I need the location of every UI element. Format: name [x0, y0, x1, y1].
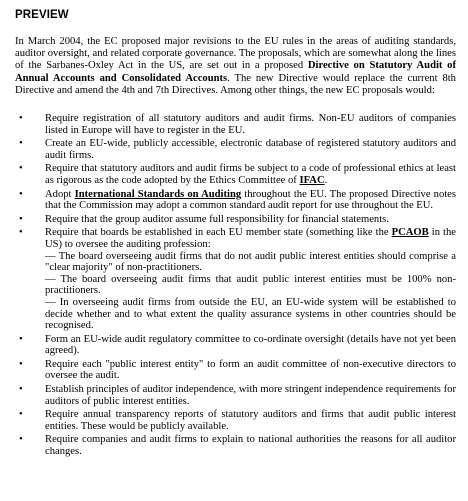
bullet-icon: • — [19, 434, 23, 446]
bullet-icon: • — [19, 384, 23, 396]
list-item-text: Require that the group auditor assume full responsibility for financial statements. — [45, 213, 389, 225]
list-item-text-end: in the US) to oversee the auditing profession: — [45, 227, 456, 250]
bullet-icon: • — [19, 163, 23, 175]
list-item-regulatory-committee — [15, 334, 456, 357]
bullet-icon: • — [19, 333, 23, 345]
list-item-text: Establish principles of auditor independence, with more stringent independence requirements for auditors of public interest entities. — [45, 384, 456, 407]
list-item-text: Require that statutory auditors and audit firms be subject to a code of professional ethics at least as rigorous as the code adopted by the Ethics Committee of — [45, 163, 456, 186]
list-item-ethics — [15, 163, 456, 186]
list-item-boards — [15, 227, 456, 331]
bullet-icon: • — [19, 213, 23, 225]
bullet-icon: • — [19, 113, 23, 125]
list-item-text: Form an EU-wide audit regulatory committee to co-ordinate oversight (details have not yet been agreed). — [45, 333, 456, 357]
bullet-icon: • — [19, 138, 23, 150]
bullet-icon: • — [19, 188, 23, 200]
pcaob-link[interactable]: PCAOB — [391, 227, 429, 239]
list-item-auditor-changes — [15, 434, 456, 457]
list-item-text: Require companies and audit firms to explain to national authorities the reasons for all auditor changes. — [45, 434, 456, 458]
bullet-icon: • — [19, 227, 23, 239]
bullet-icon: • — [19, 409, 23, 421]
list-item-database — [15, 138, 456, 161]
directive-title: Directive on Statutory Audit of Annual Accounts and Consolidated Accounts — [15, 60, 456, 84]
list-item-text: Require annual transparency reports of statutory auditors and firms that audit public interest entities. These would be publicly available. — [45, 409, 456, 432]
ifac-link[interactable]: IFAC — [299, 174, 325, 186]
sub-point-non-practitioners: — The board overseeing audit firms that audit public interest entities must be 100% non-practitioners. — [45, 273, 456, 297]
list-item-text: Require each "public interest entity" to form an audit committee of non-executive directors to oversee the audit. — [45, 358, 456, 382]
sub-point-non-eu-firms: — In overseeing audit firms from outside the EU, an EU-wide system will be established to decide whether and to what extent the quality assurance systems in other countries should be recognised. — [45, 296, 456, 332]
list-item-group-auditor — [15, 214, 456, 226]
list-item-standards — [15, 189, 456, 212]
intro-text-end: . The new Directive would replace the current 8th Directive and amend the 4th and 7th Directives. Among other things, the new EC proposals would: — [15, 72, 456, 96]
section-heading: PREVIEW — [15, 9, 69, 21]
bullet-icon: • — [19, 358, 23, 370]
list-item-text: Create an EU-wide, publicly accessible, electronic database of registered statutory auditors and audit firms. — [45, 138, 456, 161]
proposals-list — [15, 113, 456, 458]
list-item-independence — [15, 384, 456, 407]
list-item-text-end: . — [324, 174, 328, 186]
list-item-transparency — [15, 409, 456, 432]
list-item-text: Require that boards be established in each EU member state (something like the — [45, 227, 392, 239]
intro-paragraph — [15, 36, 456, 97]
list-item-registration — [15, 113, 456, 136]
list-item-text-end: throughout the EU. The proposed Directive notes that the Commission may adopt a common standard audit report for use throughout the EU. — [45, 188, 457, 212]
list-item-audit-committee — [15, 359, 456, 382]
sub-point-clear-majority: — The board overseeing audit firms that do not audit public interest entities should comprise a "clear majority" of non-practitioners. — [45, 250, 456, 274]
isa-link[interactable]: International Standards on Auditing — [74, 188, 242, 200]
list-item-text: Require registration of all statutory auditors and audit firms. Non-EU auditors of companies listed in Europe will have to register in the EU. — [45, 113, 456, 136]
intro-text-start: In March 2004, the EC proposed major revisions to the EU rules in the areas of auditing standards, auditor oversight, and related corporate governance. The proposals, which are somewhat along the lines of the Sarbanes-Oxley Act in the US, are set out in a proposed — [15, 36, 456, 72]
list-item-text: Adopt — [45, 188, 75, 200]
